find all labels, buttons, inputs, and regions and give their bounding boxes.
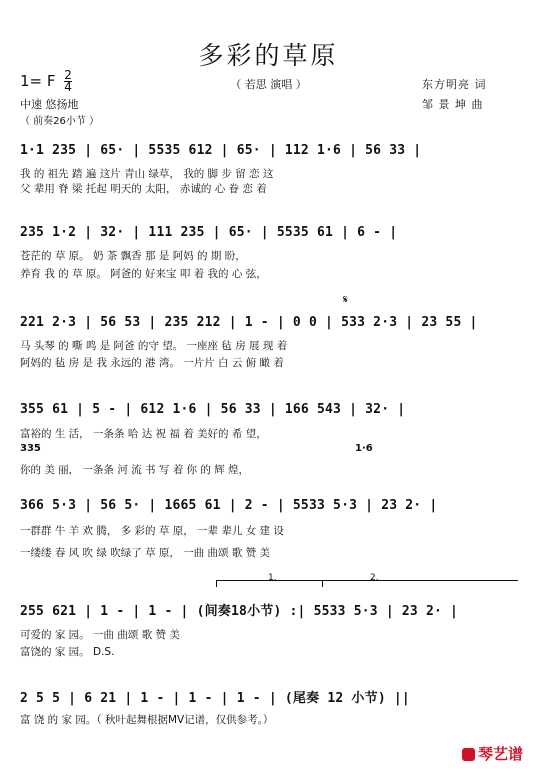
lyric-line-5-verse-2: 一缕缕 春 风 吹 绿 吹绿了 草 原， 一曲 曲颂 歌 赞 美 — [20, 547, 271, 559]
prelude-note: （ 前奏26小节 ） — [20, 116, 100, 127]
notation-line-6: 255 621 | 1 - | 1 - | (间奏18小节) :| 5533 5·3 | 23 2· | — [20, 604, 459, 619]
notation-line-4: 355 61 | 5 - | 612 1·6 | 56 33 | 166 543 | 32· | — [20, 402, 406, 417]
first-ending-number: 1. — [268, 573, 277, 583]
key-text: 1= F — [20, 72, 56, 90]
lyric-line-1-verse-1: 我 的 祖先 踏 遍 这片 青山 绿草， 我的 脚 步 留 恋 这 — [20, 168, 274, 180]
lyric-line-4-verse-2: 你的 美 丽， 一条条 河 流 书 写 着 你 的 辉 煌， — [20, 464, 250, 476]
segno-icon: 𝄋 — [343, 293, 348, 306]
lyric-line-1-verse-2: 父 辈用 脊 梁 托起 明天的 太阳， 赤诚的 心 眷 恋 着 — [20, 183, 267, 195]
lyric-line-7-verse-1: 富 饶 的 家 园。（ 秋叶起舞根据MV记谱，仅供参考。） — [20, 714, 274, 726]
lyricist-credit: 东方明亮 词 — [422, 78, 487, 91]
notation-line-2: 235 1·2 | 32· | 111 235 | 65· | 5535 61 | 6 - | — [20, 225, 398, 240]
lyric-line-5-verse-1: 一群群 牛 羊 欢 腾， 多 彩的 草 原， 一辈 辈儿 女 建 设 — [20, 525, 284, 537]
lyric-line-6-verse-2: 富饶的 家 园。 D.S. — [20, 646, 115, 658]
song-title: 多彩的草原 — [198, 41, 339, 70]
lyric-line-6-verse-1: 可爱的 家 园。 一曲 曲颂 歌 赞 美 — [20, 629, 180, 641]
volta-notes-335: 335 — [20, 443, 41, 454]
key-signature — [20, 70, 72, 93]
logo-text: 琴艺谱 — [477, 745, 523, 763]
lyric-line-3-verse-2: 阿妈的 毡 房 是 我 永远的 港 湾。 一片片 白 云 俯 瞰 着 — [20, 357, 284, 369]
time-bottom: 4 — [64, 80, 72, 94]
lyric-line-2-verse-2: 养育 我 的 草 原。 阿爸的 好来宝 叩 着 我的 心 弦， — [20, 268, 267, 280]
time-top: 2 — [64, 68, 72, 82]
volta-notes-16: 1·6 — [355, 443, 373, 454]
singer-credit: （ 若思 演唱 ） — [230, 78, 307, 91]
lyric-line-3-verse-1: 马 头琴 的 嘶 鸣 是 阿爸 的守 望。 一座座 毡 房 展 现 着 — [20, 340, 288, 352]
second-ending-bracket — [322, 580, 518, 581]
lyric-line-2-verse-1: 苍茫的 草 原。 奶 茶 飘香 那 是 阿妈 的 期 盼， — [20, 250, 246, 262]
lyric-line-4-verse-1: 富裕的 生 活， 一条条 哈 达 祝 福 着 美好的 希 望， — [20, 428, 267, 440]
notation-line-5: 366 5·3 | 56 5· | 1665 61 | 2 - | 5533 5·3 | 23 2· | — [20, 498, 438, 513]
second-ending-number: 2. — [370, 573, 379, 583]
composer-credit: 邹 景 坤 曲 — [422, 98, 484, 111]
notation-line-3: 221 2·3 | 56 53 | 235 212 | 1 - | 0 0 | 533 2·3 | 23 55 | — [20, 315, 478, 330]
tempo-marking: 中速 悠扬地 — [20, 98, 79, 111]
notation-line-7: 2 5 5 | 6 21 | 1 - | 1 - | 1 - | (尾奏 12 小节) || — [20, 691, 410, 706]
time-signature — [64, 70, 72, 93]
notation-line-1: 1·1 235 | 65· | 5535 612 | 65· | 112 1·6 | 56 33 | — [20, 143, 422, 158]
logo-mark-icon — [462, 748, 475, 761]
site-logo[interactable] — [462, 743, 523, 764]
